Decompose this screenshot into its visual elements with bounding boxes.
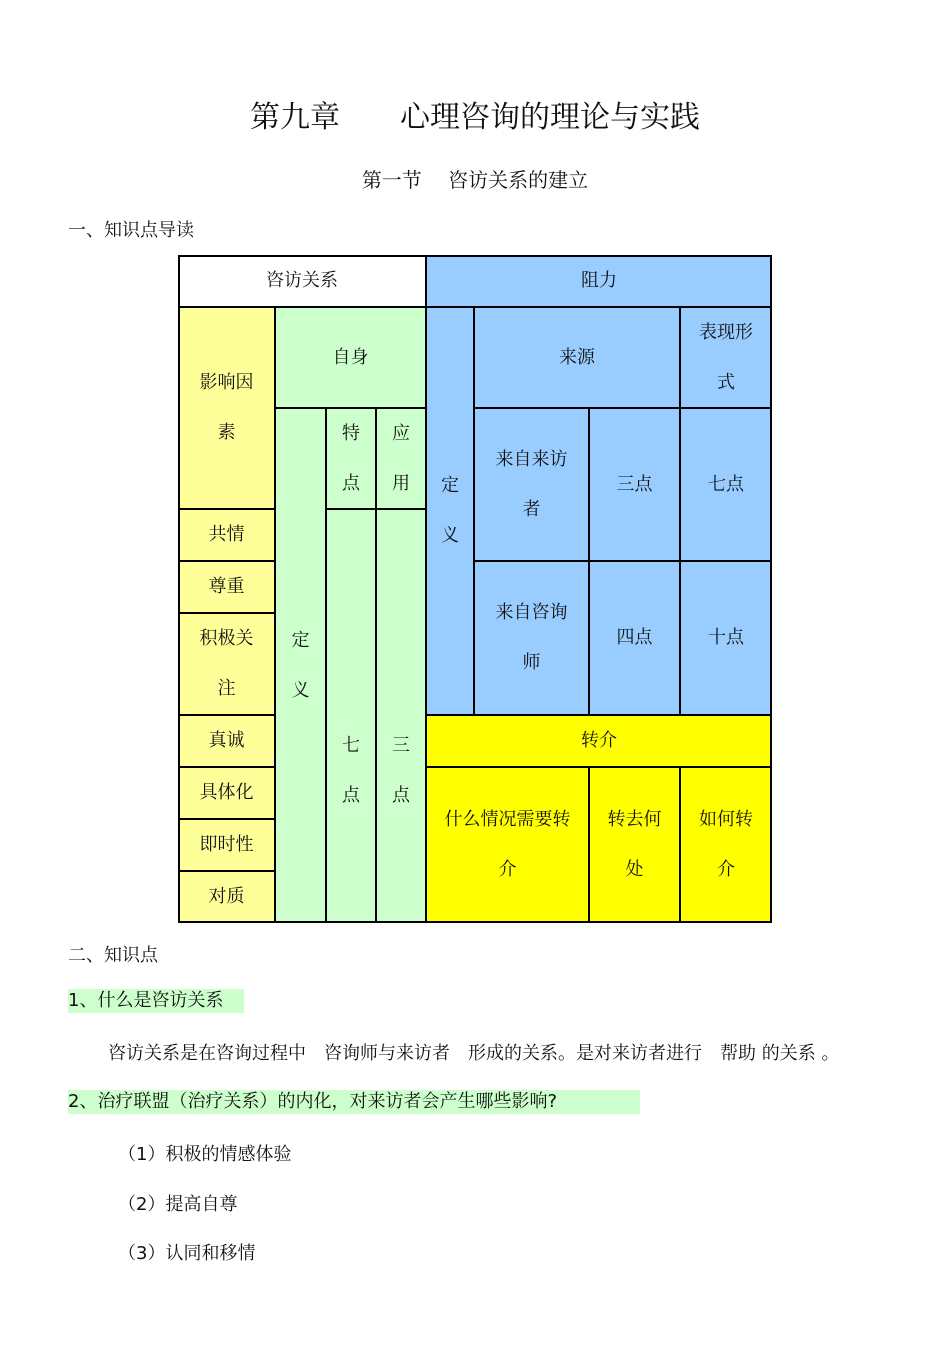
cell-source: 来源 — [474, 307, 680, 408]
heading-knowledge: 二、知识点 — [68, 945, 158, 966]
chapter-title: 第九章 心理咨询的理论与实践 — [250, 100, 700, 135]
cell-from-counselor: 来自咨询师 — [474, 561, 589, 715]
cell-genuineness: 真诚 — [178, 715, 275, 767]
cell-definition-right: 定义 — [426, 307, 474, 715]
cell-applications: 应用 — [376, 408, 426, 509]
heading-guide: 一、知识点导读 — [68, 220, 194, 241]
cell-seven-points: 七点 — [680, 408, 772, 561]
cell-seven-points-col: 七点 — [326, 509, 376, 923]
cell-referral: 转介 — [426, 715, 772, 767]
cell-definition-left: 定义 — [275, 408, 326, 923]
cell-how-refer: 如何转介 — [680, 767, 772, 923]
cell-respect: 尊重 — [178, 561, 275, 613]
cell-resistance: 阻力 — [426, 255, 772, 307]
cell-features: 特点 — [326, 408, 376, 509]
list-item: （1）积极的情感体验 — [118, 1144, 292, 1165]
cell-ten-points: 十点 — [680, 561, 772, 715]
cell-when-refer: 什么情况需要转介 — [426, 767, 589, 923]
question-2: 2、治疗联盟（治疗关系）的内化，对来访者会产生哪些影响? — [68, 1090, 640, 1114]
cell-confrontation: 对质 — [178, 871, 275, 923]
cell-self: 自身 — [275, 307, 426, 408]
knowledge-map-table — [178, 255, 772, 923]
cell-where-refer: 转去何处 — [589, 767, 680, 923]
cell-factors: 影响因素 — [178, 307, 275, 509]
cell-four-points: 四点 — [589, 561, 680, 715]
list-item: （3）认同和移情 — [118, 1243, 256, 1264]
cell-three-points: 三点 — [589, 408, 680, 561]
section-title: 第一节 咨访关系的建立 — [361, 168, 589, 192]
cell-immediacy: 即时性 — [178, 819, 275, 871]
answer-1: 咨访关系是在咨询过程中 咨询师与来访者 形成的关系。是对来访者进行 帮助 的关系 。 — [108, 1043, 840, 1064]
cell-empathy: 共情 — [178, 509, 275, 561]
cell-from-client: 来自来访者 — [474, 408, 589, 561]
cell-form: 表现形式 — [680, 307, 772, 408]
cell-relationship: 咨访关系 — [178, 255, 426, 307]
list-item: （2）提高自尊 — [118, 1194, 238, 1215]
question-1: 1、什么是咨访关系 — [68, 989, 244, 1013]
cell-three-points-col: 三点 — [376, 509, 426, 923]
cell-positive-regard: 积极关注 — [178, 613, 275, 715]
cell-concreteness: 具体化 — [178, 767, 275, 819]
